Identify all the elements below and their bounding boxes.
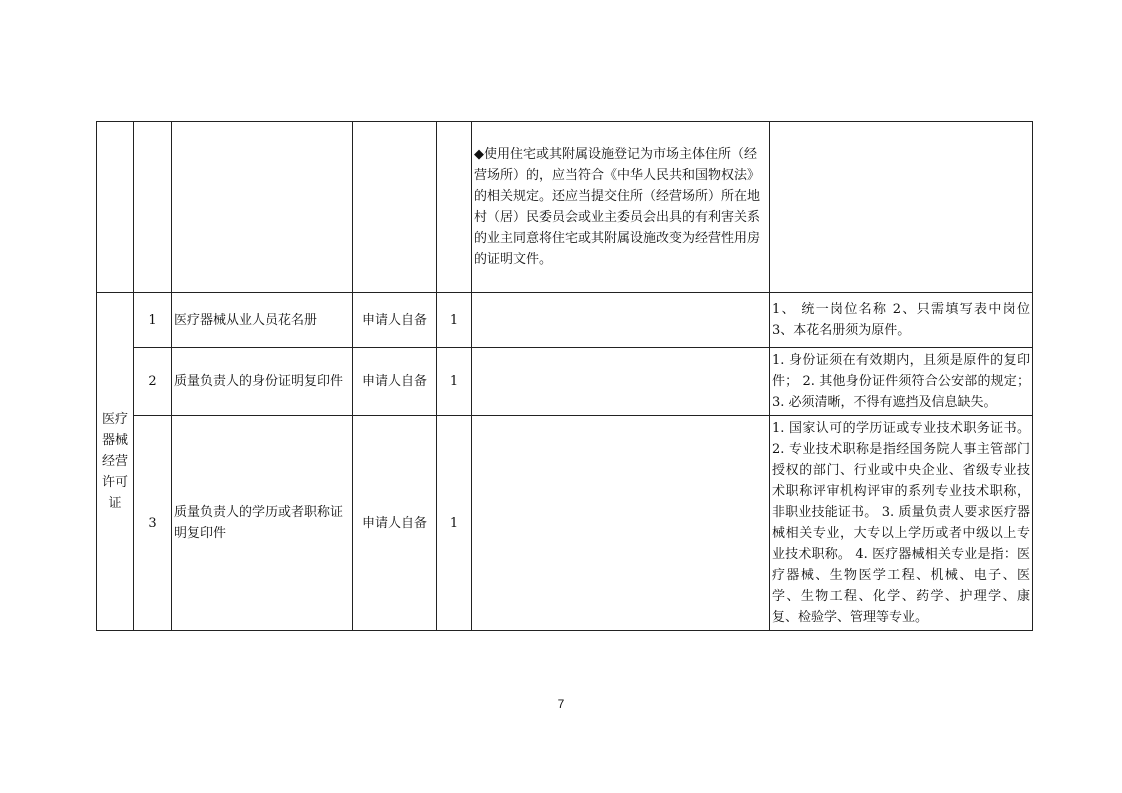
- table-row: [97, 348, 1033, 416]
- material-source: 申请人自备: [353, 416, 437, 631]
- requirement-cell: [472, 293, 770, 348]
- material-count: 1: [437, 348, 472, 416]
- material-name: 质量负责人的身份证明复印件: [172, 348, 353, 416]
- category-cell-empty: [97, 122, 134, 293]
- row-number: 1: [134, 293, 172, 348]
- material-count: 1: [437, 416, 472, 631]
- note-cell: 1. 国家认可的学历证或专业技术职务证书。2. 专业技术职称是指经国务院人事主管部门授权的部门、行业或中央企业、省级专业技术职称评审机构评审的系列专业技术职称，非职业技能证书。 3. 质量负责人要求医疗器械相关专业，大专以上学历或者中级以上专业技术职称。 4. 医疗器械相关专业是指：医疗器械、生物医学工程、机械、电子、医学、生物工程、化学、药学、护理学、康复、检验学、管理等专业。: [770, 416, 1033, 631]
- note-cell-empty: [770, 122, 1033, 293]
- material-name: 质量负责人的学历或者职称证明复印件: [172, 416, 353, 631]
- note-cell: 1. 身份证须在有效期内，且须是原件的复印件； 2. 其他身份证件须符合公安部的规定；3. 必须清晰，不得有遮挡及信息缺失。: [770, 348, 1033, 416]
- material-source: 申请人自备: [353, 348, 437, 416]
- count-cell-empty: [437, 122, 472, 293]
- note-cell: 1、 统一岗位名称 2、只需填写表中岗位 3、本花名册须为原件。: [770, 293, 1033, 348]
- requirement-cell: [472, 348, 770, 416]
- num-cell-empty: [134, 122, 172, 293]
- requirement-cell: [472, 416, 770, 631]
- material-source: 申请人自备: [353, 293, 437, 348]
- row-number: 2: [134, 348, 172, 416]
- table-row: [97, 293, 1033, 348]
- row-number: 3: [134, 416, 172, 631]
- source-cell-empty: [353, 122, 437, 293]
- category-cell: 医疗器械经营许可证: [97, 293, 134, 631]
- material-name: 医疗器械从业人员花名册: [172, 293, 353, 348]
- requirement-cell: ◆使用住宅或其附属设施登记为市场主体住所（经营场所）的，应当符合《中华人民共和国物权法》的相关规定。还应当提交住所（经营场所）所在地村（居）民委员会或业主委员会出具的有利害关系的业主同意将住宅或其附属设施改变为经营性用房的证明文件。: [472, 122, 770, 293]
- table-row-continued: [97, 122, 1033, 293]
- page-number: 7: [557, 697, 565, 711]
- table-row: [97, 416, 1033, 631]
- material-count: 1: [437, 293, 472, 348]
- materials-table: [96, 121, 1033, 631]
- name-cell-empty: [172, 122, 353, 293]
